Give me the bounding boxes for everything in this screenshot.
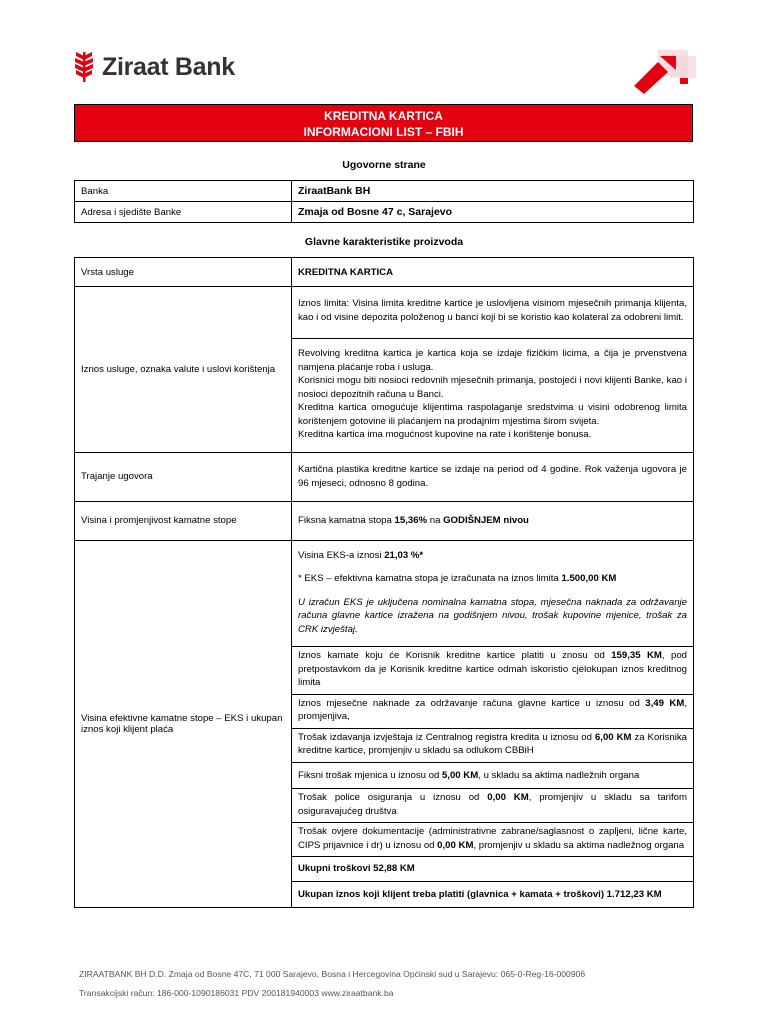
crk-line [298,729,687,762]
limit-text: Iznos limita: Visina limita kreditne kartice je uslovljena visinom mjesečnih primanja klijenta, kao i od visine depozita položenog u banci koji bi se koristio kao kolateral za odobreni limit. [298,298,687,323]
cost-text: Trošak ovjere dokumentacije (administrativne zabrane/saglasnost o zapljeni, lične karte, CIPS prijavnice i dr) u iznosu od [298,826,687,851]
total-costs: Ukupni troškovi 52,88 KM [298,863,415,874]
bank-logo [72,50,235,84]
cost-text: Iznos mjesečne naknade za održavanje računa glavne kartice u iznosu od [298,697,646,709]
eks-note-value: 1.500,00 KM [561,573,617,584]
paragraph: Kreditna kartica ima mogućnost kupovine na rate i korištenje bonusa. [298,429,592,440]
cost-value: 6,00 KM [594,731,632,743]
eks-text: Visina EKS-a iznosi [298,549,385,561]
section-title-parties: Ugovorne strane [342,159,426,171]
cost-text: , u skladu sa aktima nadležnih organa [478,769,640,781]
total-amount: Ukupan iznos koji klijent treba platiti (glavnica + kamata + troškovi) 1.712,23 KM [298,888,662,900]
table-row [75,258,694,287]
eks-value-line [298,547,687,567]
card-description [298,339,687,442]
paragraph: Revolving kreditna kartica je kartica koja se izdaje fizičkim licima, a čija je prvenstvena namjena plaćanje roba i usluga. [298,348,687,373]
row-label: Trajanje ugovora [75,452,292,501]
row-value: Kartična plastika kreditne kartice se izdaje na period od 4 godine. Rok važenja ugovora je 96 mjeseci, odnosno 8 godina. [292,452,694,501]
row-label: Vrsta usluge [75,258,292,287]
bill-line [298,763,687,789]
table-row [75,540,694,908]
table-row [75,181,694,202]
row-value: KREDITNA KARTICA [292,258,694,287]
eks-explanation: U izračun EKS je uključena nominalna kamatna stopa, mjesečna naknada za održavanje računa glavne kartice izražena na godišnjem nivou, trošak kupovine mjenice, trošak za CRK izvještaj. [298,596,687,635]
row-value [292,501,694,540]
fee-line [298,695,687,728]
row-label: Adresa i sjedište Banke [75,202,292,223]
cost-text: , promjenjiva, [298,697,687,722]
title-line-1: KREDITNA KARTICA [324,109,443,123]
row-value: ZiraatBank BH [292,181,694,202]
cost-value: 5,00 KM [441,769,479,781]
interest-line [298,647,687,694]
insurance-line [298,789,687,822]
cost-text: , promjenjiv u skladu sa aktima nadležnog organa [473,839,685,851]
cost-text: Trošak police osiguranja u iznosu od [298,792,488,803]
wheat-icon [72,50,96,84]
table-row [75,202,694,223]
cost-text: , promjenjiv u skladu sa tarifom osiguravajućeg društva [298,792,687,817]
product-table [74,257,694,908]
row-value [292,540,694,908]
paragraph: Kreditna kartica omogućuje klijentima raspolaganje sredstvima u visini odobrenog limita korištenjem gotovine ili plaćanjem na prodajnim mjestima širom svijeta. [298,402,687,427]
row-label: Banka [75,181,292,202]
section-title-product: Glavne karakteristike proizvoda [304,236,464,248]
paragraph: Korisnici mogu biti nosioci redovnih mjesečnih primanja, postojeći i novi klijenti Banke, kao i nosioci depozitnih računa u Banci. [298,375,687,400]
row-value: Zmaja od Bosne 47 c, Sarajevo [292,202,694,223]
table-row [75,287,694,453]
row-label: Visina efektivne kamatne stope – EKS i ukupan iznos koji klijent plaća [75,540,292,908]
parties-table [74,180,694,223]
rate-value: 15,36% [394,515,428,526]
eks-note-text: * EKS – efektivna kamatna stopa je izračunata na iznos limita [298,573,562,584]
rate-text: na [427,515,444,526]
row-label: Visina i promjenjivost kamatne stope [75,501,292,540]
row-label: Iznos usluge, oznaka valute i uslovi korištenja [75,287,292,453]
cost-text: , pod pretpostavkom da je Korisnik kreditne kartice odmah iskoristio cjelokupan iznos kreditnog limita [298,650,687,688]
cost-text: Iznos kamate koju će Korisnik kreditne kartice platiti u znosu od [298,650,612,661]
title-line-2: INFORMACIONI LIST – FBIH [303,125,464,139]
corner-decoration-icon [630,48,700,96]
cost-value: 159,35 KM [611,650,662,661]
table-row [75,501,694,540]
rate-period: GODIŠNJEM nivou [443,515,529,526]
documentation-line [298,823,687,856]
document-title-box [74,104,693,142]
cost-value: 3,49 KM [645,697,685,709]
table-row [75,452,694,501]
logo-text: Ziraat Bank [102,52,235,81]
footer-line-2: Transakcijski račun: 186-000-1090186031 PDV 200181940003 www.ziraatbank.ba [79,988,394,998]
cost-text: Trošak izdavanja izvještaja iz Centralnog registra kredita u iznosu od [298,731,595,743]
rate-text: Fiksna kamatna stopa [298,515,395,526]
cost-text: za Korisnika kreditne kartice, promjenjiv u skladu sa odlukom CBBiH [298,731,688,756]
cost-value: 0,00 KM [487,792,529,803]
eks-value: 21,03 %* [384,549,424,561]
cost-text: Fiksni trošak mjenica u iznosu od [298,769,442,781]
footer-line-1: ZIRAATBANK BH D.D. Zmaja od Bosne 47C, 71 000 Sarajevo, Bosna i Hercegovina Općinski sud u Sarajevu: 065-0-Reg-16-000906 [79,969,586,979]
eks-note [298,566,687,590]
row-value [292,287,694,453]
cost-value: 0,00 KM [437,839,474,851]
